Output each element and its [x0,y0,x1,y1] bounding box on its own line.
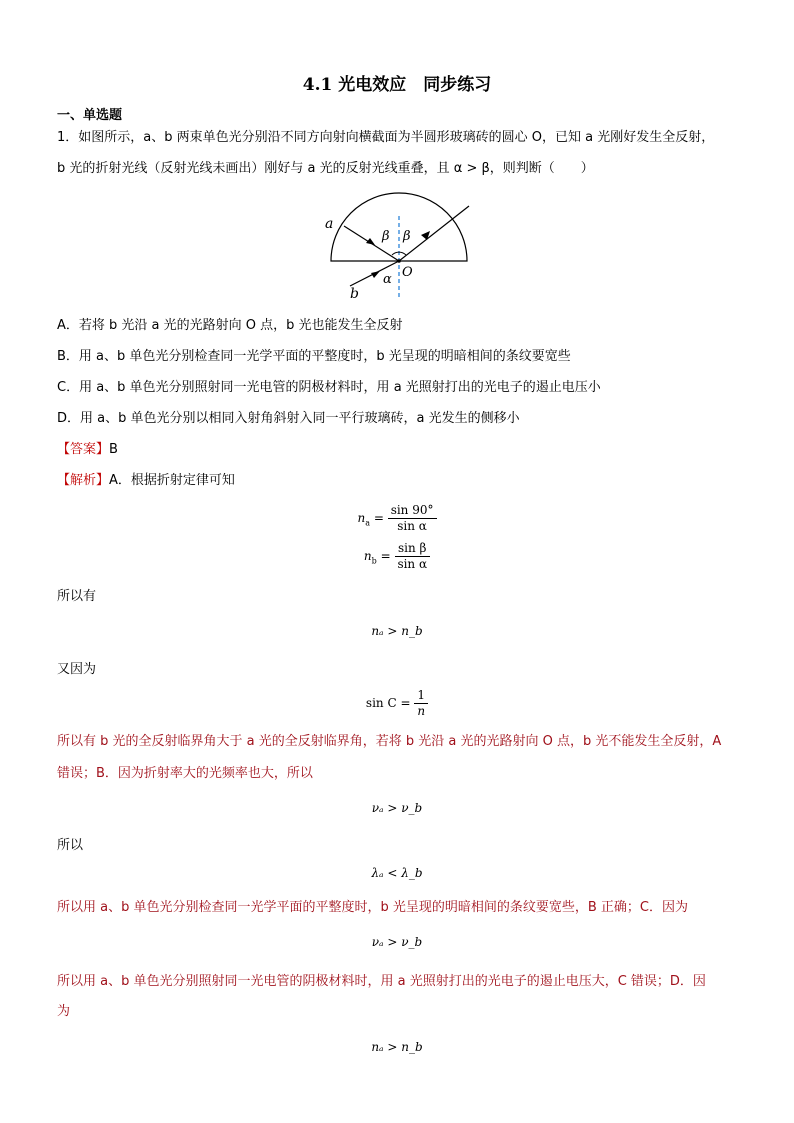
analysis-tag: 【解析】 [57,473,110,488]
option-d: D．用 a、b 单色光分别以相同入射角斜射入同一平行玻璃砖，a 光发生的侧移小 [57,411,520,426]
answer-tag: 【答案】 [57,442,110,457]
analysis-intro-line [57,471,747,491]
analysis-intro: A．根据折射定律可知 [109,473,235,488]
label-alpha: α [383,272,392,287]
optics-figure [310,188,485,308]
section-heading: 一、单选题 [57,108,123,123]
equation-na: $n_a$ = $\frac{\sin 90^\circ}{\text{sin α}}$ [0,503,794,534]
option-c: C．用 a、b 单色光分别照射同一光电管的阴极材料时，用 a 光照射打出的光电子的遏止电压小 [57,380,601,395]
ray-b-arrow [371,271,380,278]
label-b: b [350,286,359,302]
paragraph-3-line-2: 为 [57,1004,71,1019]
equation-nua-gt-nub-2: νₐ > ν_b [371,935,423,949]
equation-na-gt-nb: nₐ > n_b [371,624,423,638]
answer-line [57,440,747,460]
so-line-2: 所以 [57,838,84,853]
option-b: B．用 a、b 单色光分别检查同一光学平面的平整度时，b 光呈现的明暗相间的条纹要宽些 [57,349,571,364]
label-beta-right: β [403,229,411,244]
so-line-1: 所以有 [57,589,97,604]
option-a: A．若将 b 光沿 a 光的光路射向 O 点，b 光也能发生全反射 [57,318,403,333]
equation-sinc: sin C = $\frac{1}{n}$ [0,688,794,719]
equation-nua-gt-nub: νₐ > ν_b [371,801,423,815]
page-title: 4.1 光电效应 同步练习 [302,75,492,95]
center-point [397,259,401,263]
question-line-2: b 光的折射光线（反射光线未画出）刚好与 a 光的反射光线重叠，且 α > β，则判断（ ） [57,161,594,176]
paragraph-1-line-1: 所以有 b 光的全反射临界角大于 a 光的全反射临界角，若将 b 光沿 a 光的光路射向 O 点，b 光不能发生全反射，A [57,734,722,749]
ray-reflected-arrow [421,231,430,240]
paragraph-1-line-2: 错误；B．因为折射率大的光频率也大，所以 [57,766,313,781]
label-o: O [402,265,413,280]
paragraph-2: 所以用 a、b 单色光分别检查同一光学平面的平整度时，b 光呈现的明暗相间的条纹要宽些，B 正确；C．因为 [57,900,688,915]
ray-a-arrow [366,238,375,245]
equation-nb: $n_b$ = $\frac{\text{sin β}}{\text{sin α}}$ [0,541,794,572]
because-line: 又因为 [57,662,97,677]
equation-na-gt-nb-2: nₐ > n_b [371,1040,423,1054]
paragraph-3-line-1: 所以用 a、b 单色光分别照射同一光电管的阴极材料时，用 a 光照射打出的光电子的遏止电压大，C 错误；D．因 [57,974,706,989]
question-line-1: 1．如图所示，a、b 两束单色光分别沿不同方向射向横截面为半圆形玻璃砖的圆心 O，已知 a 光刚好发生全反射， [57,130,715,145]
answer-value: B [109,442,118,457]
label-a: a [325,216,334,232]
equation-lambda: λₐ < λ_b [371,866,423,880]
label-beta-left: β [382,229,390,244]
